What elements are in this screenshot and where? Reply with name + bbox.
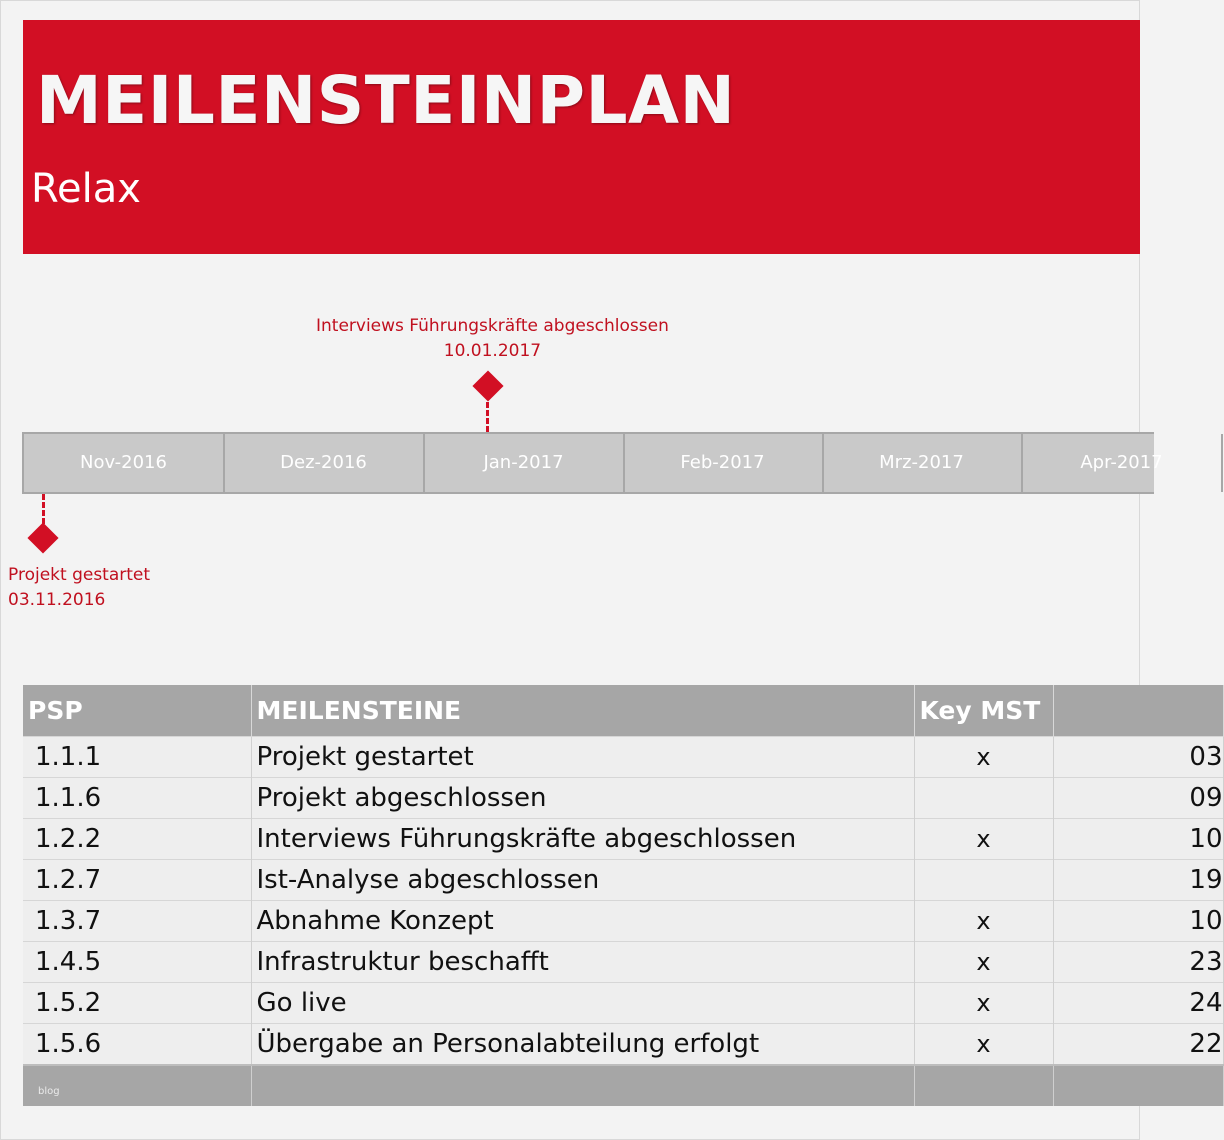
header-banner xyxy=(23,20,1140,254)
cell-psp: 1.5.2 xyxy=(23,983,251,1024)
cell-psp: 1.2.7 xyxy=(23,860,251,901)
timeline-month: Dez-2016 xyxy=(224,434,425,492)
table-row xyxy=(23,778,1223,819)
cell-key-mst: x xyxy=(914,1024,1053,1066)
timeline-month: Feb-2017 xyxy=(623,434,824,492)
cell-psp: 1.3.7 xyxy=(23,901,251,942)
cell-milestone: Übergabe an Personalabteilung erfolgt xyxy=(251,1024,914,1066)
cell-date: 03 xyxy=(1053,737,1223,778)
column-header-key-mst: Key MST xyxy=(914,685,1053,737)
milestone-interviews-label xyxy=(316,314,669,364)
milestone-start-date: 03.11.2016 xyxy=(8,590,106,610)
cell-date: 10 xyxy=(1053,901,1223,942)
milestones-table xyxy=(23,685,1224,1106)
column-header-date xyxy=(1053,685,1223,737)
cell-milestone: Interviews Führungskräfte abgeschlossen xyxy=(251,819,914,860)
cell-date: 19 xyxy=(1053,860,1223,901)
table-row xyxy=(23,1024,1223,1066)
cell-psp: 1.1.6 xyxy=(23,778,251,819)
cell-key-mst: x xyxy=(914,983,1053,1024)
table-footer-row xyxy=(23,1065,1223,1106)
milestone-interviews-diamond-icon xyxy=(472,370,503,401)
milestone-start-connector xyxy=(42,494,45,524)
milestone-start-diamond-icon xyxy=(27,522,58,553)
cell-key-mst: x xyxy=(914,819,1053,860)
table-row xyxy=(23,819,1223,860)
table-header-row xyxy=(23,685,1223,737)
cell-key-mst xyxy=(914,778,1053,819)
column-header-meilensteine: MEILENSTEINE xyxy=(251,685,914,737)
footer-text: blog xyxy=(38,1086,60,1097)
table-row xyxy=(23,737,1223,778)
footer-cell xyxy=(251,1065,914,1106)
milestone-interviews-connector xyxy=(486,402,489,432)
table-row xyxy=(23,860,1223,901)
timeline-bar xyxy=(22,432,1163,494)
cell-date: 24 xyxy=(1053,983,1223,1024)
footer-cell xyxy=(914,1065,1053,1106)
cell-key-mst: x xyxy=(914,942,1053,983)
cell-key-mst xyxy=(914,860,1053,901)
table-row xyxy=(23,983,1223,1024)
cell-milestone: Projekt abgeschlossen xyxy=(251,778,914,819)
milestone-interviews-name: Interviews Führungskräfte abgeschlossen xyxy=(316,316,669,336)
cell-key-mst: x xyxy=(914,901,1053,942)
cell-key-mst: x xyxy=(914,737,1053,778)
cell-date: 10 xyxy=(1053,819,1223,860)
page-subtitle: Relax xyxy=(31,166,141,212)
cell-psp: 1.1.1 xyxy=(23,737,251,778)
page-title: MEILENSTEINPLAN xyxy=(36,62,736,139)
timeline-month: Jan-2017 xyxy=(424,434,625,492)
cell-milestone: Projekt gestartet xyxy=(251,737,914,778)
cell-date: 23 xyxy=(1053,942,1223,983)
cell-milestone: Go live xyxy=(251,983,914,1024)
cell-psp: 1.5.6 xyxy=(23,1024,251,1066)
milestone-interviews-date: 10.01.2017 xyxy=(443,341,542,361)
cell-date: 22 xyxy=(1053,1024,1223,1066)
milestone-start-name: Projekt gestartet xyxy=(8,565,151,585)
cell-milestone: Abnahme Konzept xyxy=(251,901,914,942)
timeline-month: Apr-2017 xyxy=(1022,434,1223,492)
column-header-psp: PSP xyxy=(23,685,251,737)
cell-psp: 1.4.5 xyxy=(23,942,251,983)
milestones-table-container xyxy=(23,685,1223,1112)
milestone-start-label xyxy=(8,563,150,613)
cell-psp: 1.2.2 xyxy=(23,819,251,860)
timeline-month: Mrz-2017 xyxy=(822,434,1023,492)
cell-date: 09 xyxy=(1053,778,1223,819)
cell-milestone: Infrastruktur beschafft xyxy=(251,942,914,983)
timeline-month: Nov-2016 xyxy=(24,434,225,492)
table-row xyxy=(23,901,1223,942)
footer-cell xyxy=(23,1065,251,1106)
cell-milestone: Ist-Analyse abgeschlossen xyxy=(251,860,914,901)
table-row xyxy=(23,942,1223,983)
footer-cell xyxy=(1053,1065,1223,1106)
